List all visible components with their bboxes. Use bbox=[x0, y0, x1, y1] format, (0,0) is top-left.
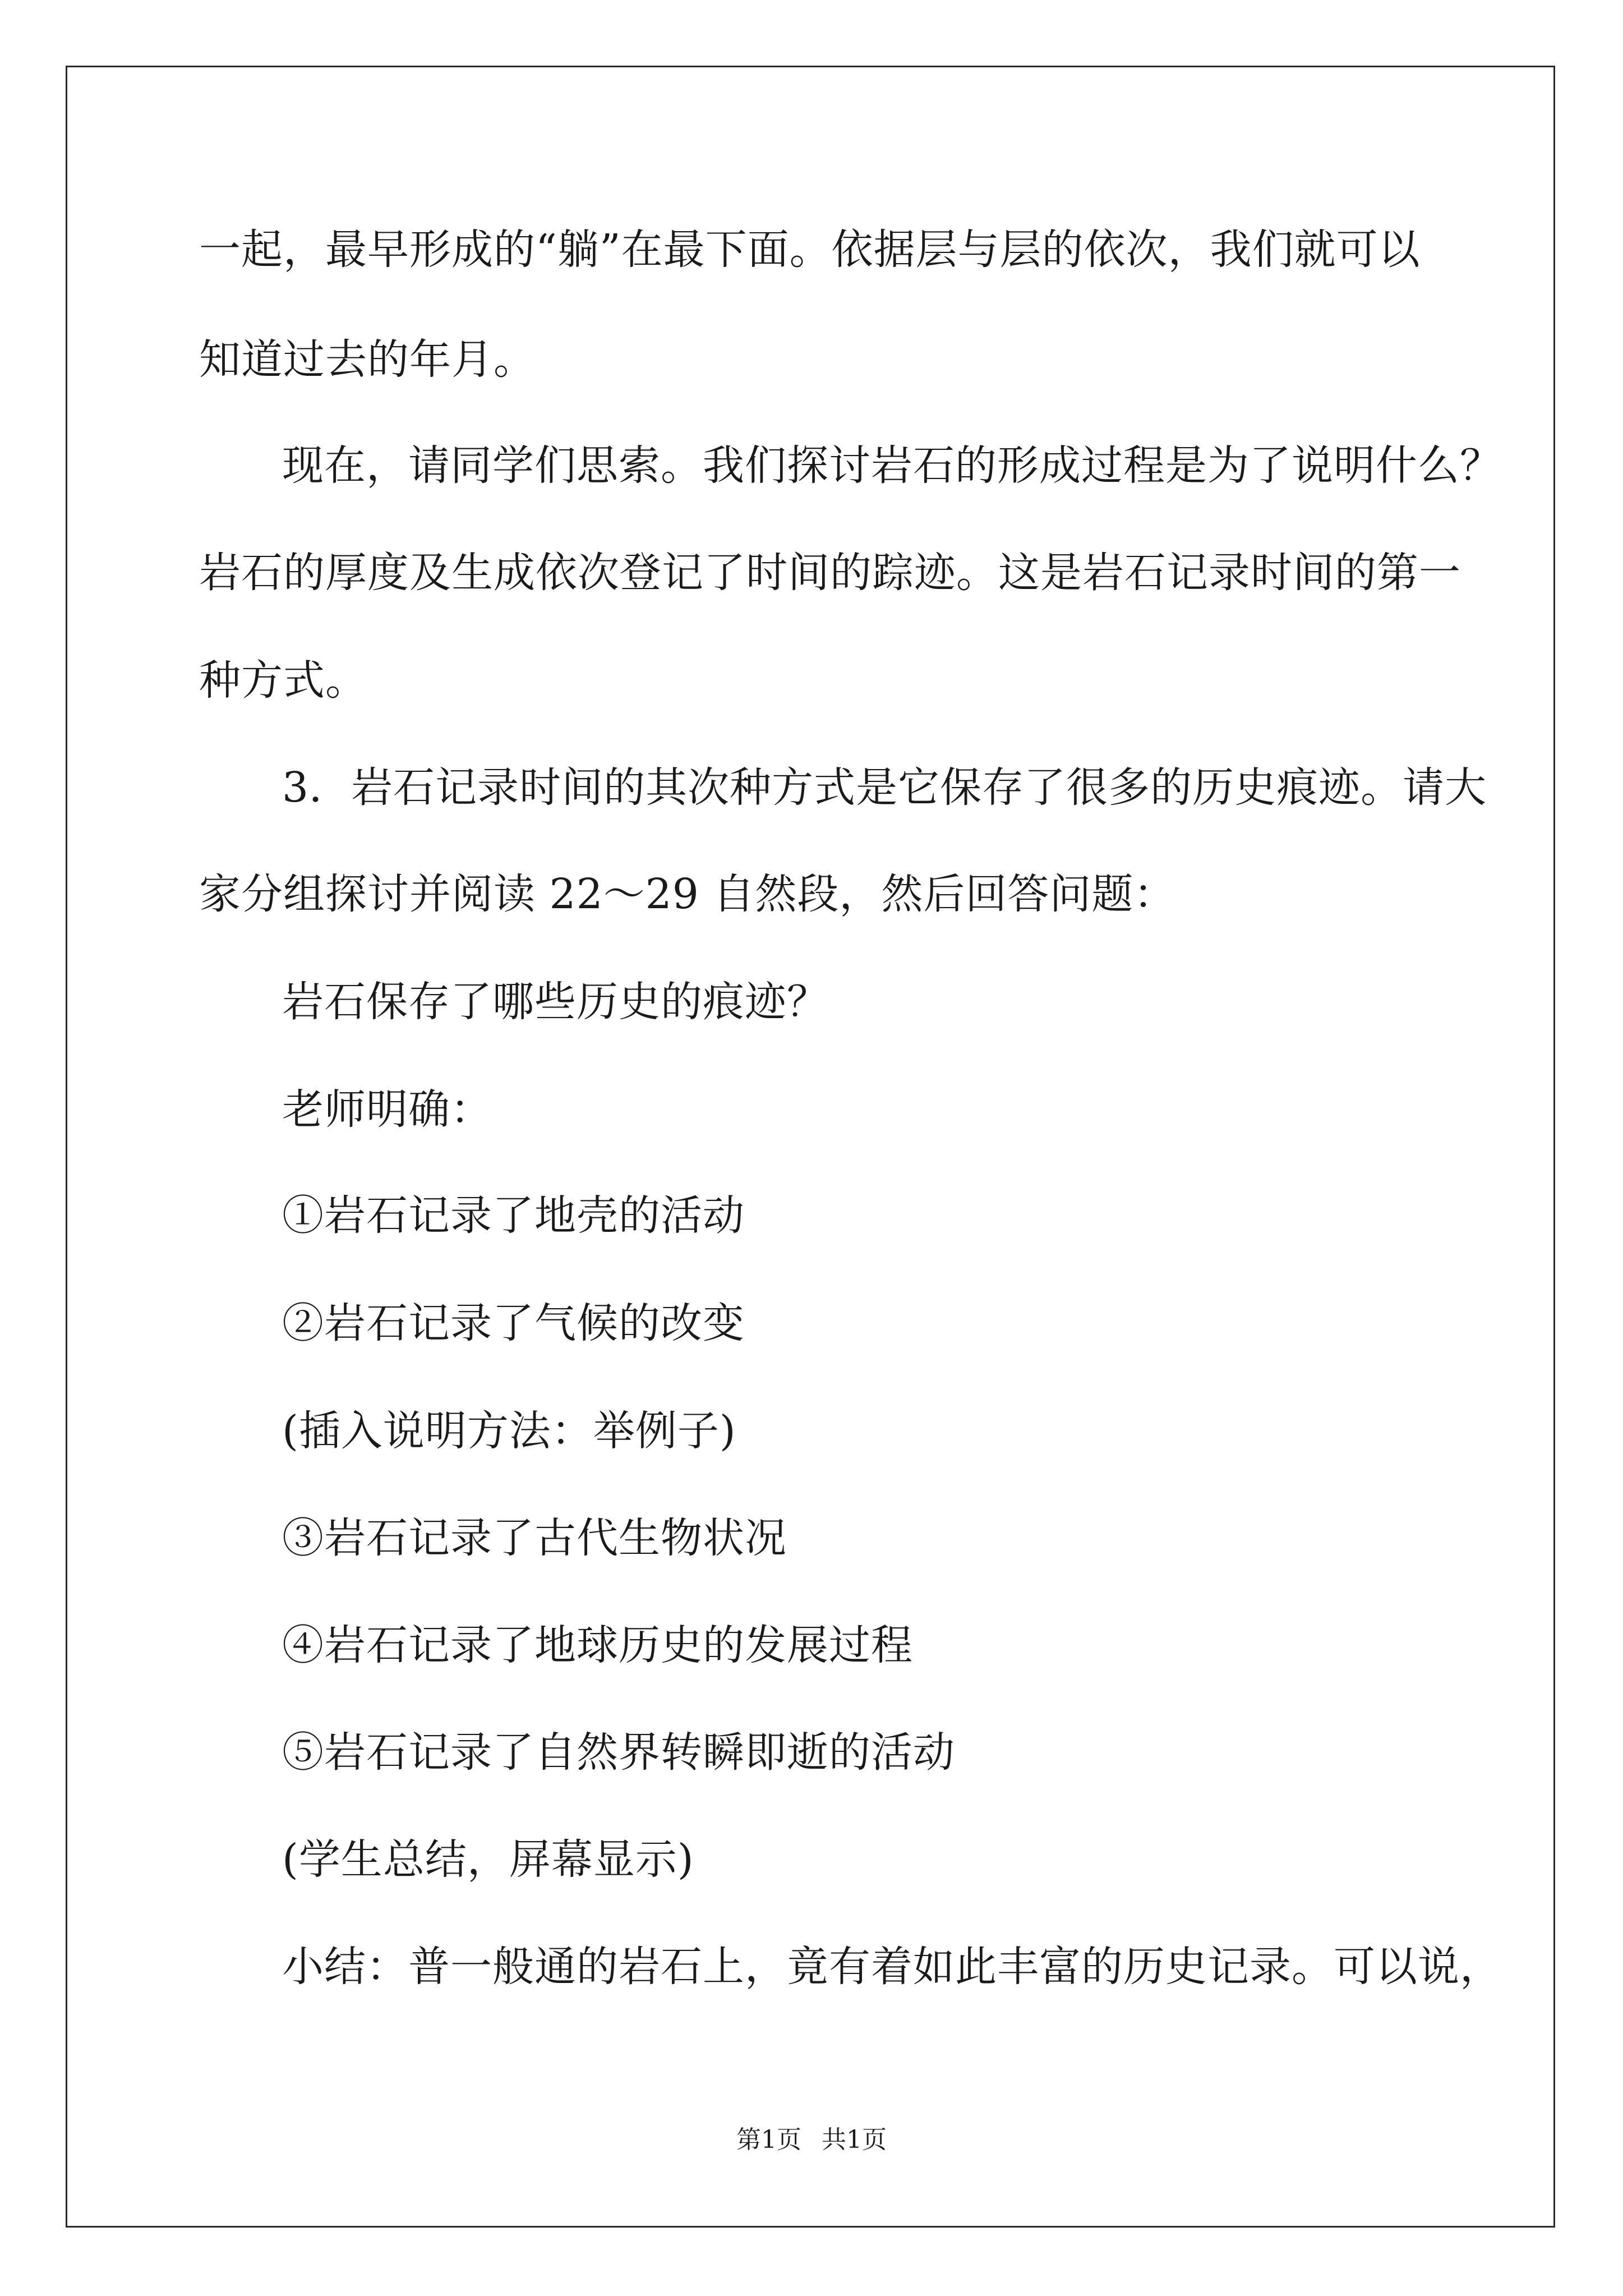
text-line-17: 小结：普一般通的岩石上，竟有着如此丰富的历史记录。可以说， bbox=[282, 1943, 1502, 1991]
text-line-6: 3．岩石记录时间的其次种方式是它保存了很多的历史痕迹。请大 bbox=[282, 763, 1487, 812]
page-number-total: 共1页 bbox=[822, 2125, 887, 2154]
text-line-15: ⑤岩石记录了自然界转瞬即逝的活动 bbox=[282, 1728, 955, 1777]
page-footer bbox=[0, 2123, 1623, 2157]
text-line-16: (学生总结，屏幕显示) bbox=[282, 1835, 694, 1884]
text-line-14: ④岩石记录了地球历史的发展过程 bbox=[282, 1621, 913, 1669]
text-line-7: 家分组探讨并阅读 22～29 自然段，然后回答问题： bbox=[199, 870, 1176, 918]
text-line-8: 岩石保存了哪些历史的痕迹？ bbox=[282, 978, 829, 1026]
text-line-5: 种方式。 bbox=[199, 656, 367, 705]
text-line-1: 一起，最早形成的“躺”在最下面。依据层与层的依次，我们就可以 bbox=[199, 226, 1421, 274]
text-line-13: ③岩石记录了古代生物状况 bbox=[282, 1514, 787, 1562]
text-line-12: (插入说明方法：举例子) bbox=[282, 1407, 736, 1455]
text-line-3: 现在，请同学们思索。我们探讨岩石的形成过程是为了说明什么？ bbox=[282, 441, 1502, 490]
page-border bbox=[66, 66, 1555, 2228]
text-line-11: ②岩石记录了气候的改变 bbox=[282, 1299, 745, 1347]
text-line-9: 老师明确： bbox=[282, 1085, 492, 1134]
page-number-current: 第1页 bbox=[736, 2125, 801, 2154]
text-line-4: 岩石的厚度及生成依次登记了时间的踪迹。这是岩石记录时间的第一 bbox=[199, 549, 1461, 597]
text-line-2: 知道过去的年月。 bbox=[199, 335, 536, 384]
text-line-10: ①岩石记录了地壳的活动 bbox=[282, 1191, 745, 1240]
